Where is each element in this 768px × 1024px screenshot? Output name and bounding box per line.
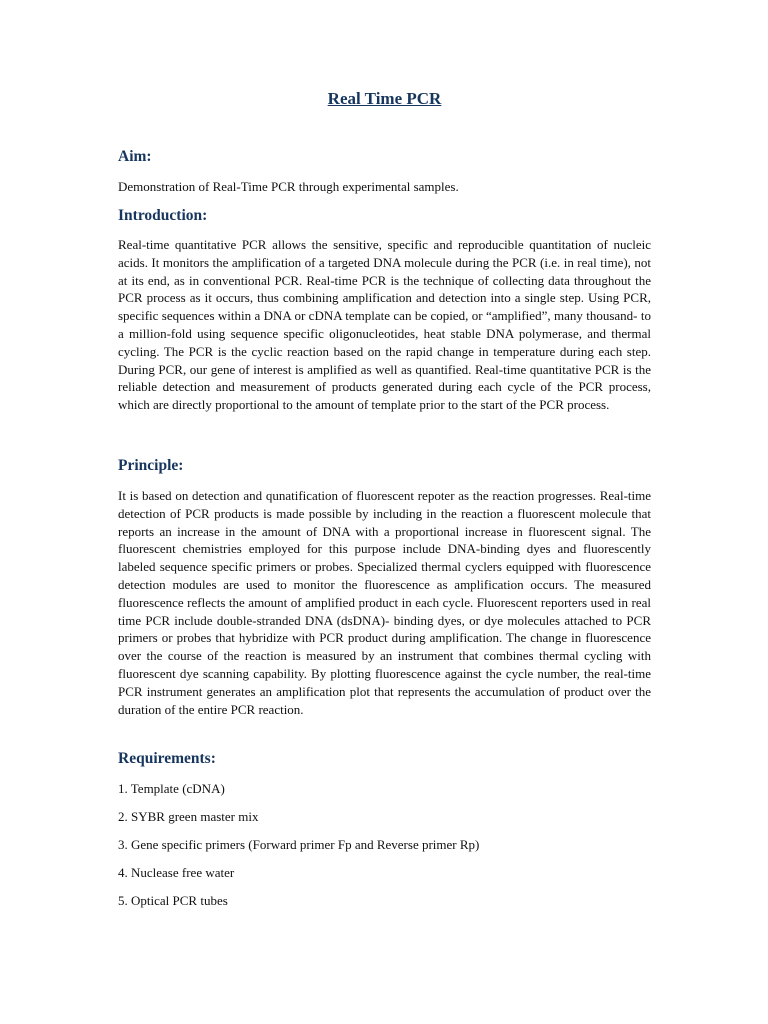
introduction-text: Real-time quantitative PCR allows the sensitive, specific and reproducible quantitation of nucleic acids. It monitors the amplification of a targeted DNA molecule during the PCR (i.e. in real time), not at its end, as in conventional PCR. Real-time PCR is the technique of collecting data throughout the PCR process as it occurs, thus combining amplification and detection into a single step. Using PCR, specific sequences within a DNA or cDNA template can be copied, or “amplified”, many thousand- to a million-fold using sequence specific oligonucleotides, heat stable DNA polymerase, and thermal cycling. The PCR is the cyclic reaction based on the rapid change in temperature during each step. During PCR, our gene of interest is amplified as well as quantified. Real-time quantitative PCR is the reliable detection and measurement of products generated during each cycle of the PCR process, which are directly proportional to the amount of template prior to the start of the PCR process. xyxy=(118,237,651,413)
requirement-item: 5. Optical PCR tubes xyxy=(118,893,228,908)
aim-heading: Aim: xyxy=(118,148,152,165)
document-title: Real Time PCR xyxy=(327,89,442,108)
requirement-item: 4. Nuclease free water xyxy=(118,865,235,880)
aim-text: Demonstration of Real-Time PCR through experimental samples. xyxy=(118,179,459,194)
requirements-heading: Requirements: xyxy=(118,750,216,767)
requirements-list xyxy=(118,780,479,920)
requirement-item: 2. SYBR green master mix xyxy=(118,809,259,824)
principle-text: It is based on detection and qunatification of fluorescent repoter as the reaction progresses. Real-time detection of PCR products is made possible by including in the reaction a fluorescent molecule that reports an increase in the amount of DNA with a proportional increase in fluorescent signal. The fluorescent chemistries employed for this purpose include DNA-binding dyes and fluorescently labeled sequence specific primers or probes. Specialized thermal cyclers equipped with fluorescence detection modules are used to monitor the fluorescence as amplification occurs. The measured fluorescence reflects the amount of amplified product in each cycle. Fluorescent reporters used in real time PCR include double-stranded DNA (dsDNA)- binding dyes, or dye molecules attached to PCR primers or probes that hybridize with PCR product during amplification. The change in fluorescence over the course of the reaction is measured by an instrument that combines thermal cycling with fluorescent dye scanning capability. By plotting fluorescence against the cycle number, the real-time PCR instrument generates an amplification plot that represents the accumulation of product over the duration of the entire PCR reaction. xyxy=(118,488,651,717)
requirement-item: 3. Gene specific primers (Forward primer Fp and Reverse primer Rp) xyxy=(118,837,480,852)
principle-heading: Principle: xyxy=(118,457,184,474)
introduction-heading: Introduction: xyxy=(118,207,208,224)
requirement-item: 1. Template (cDNA) xyxy=(118,781,225,796)
